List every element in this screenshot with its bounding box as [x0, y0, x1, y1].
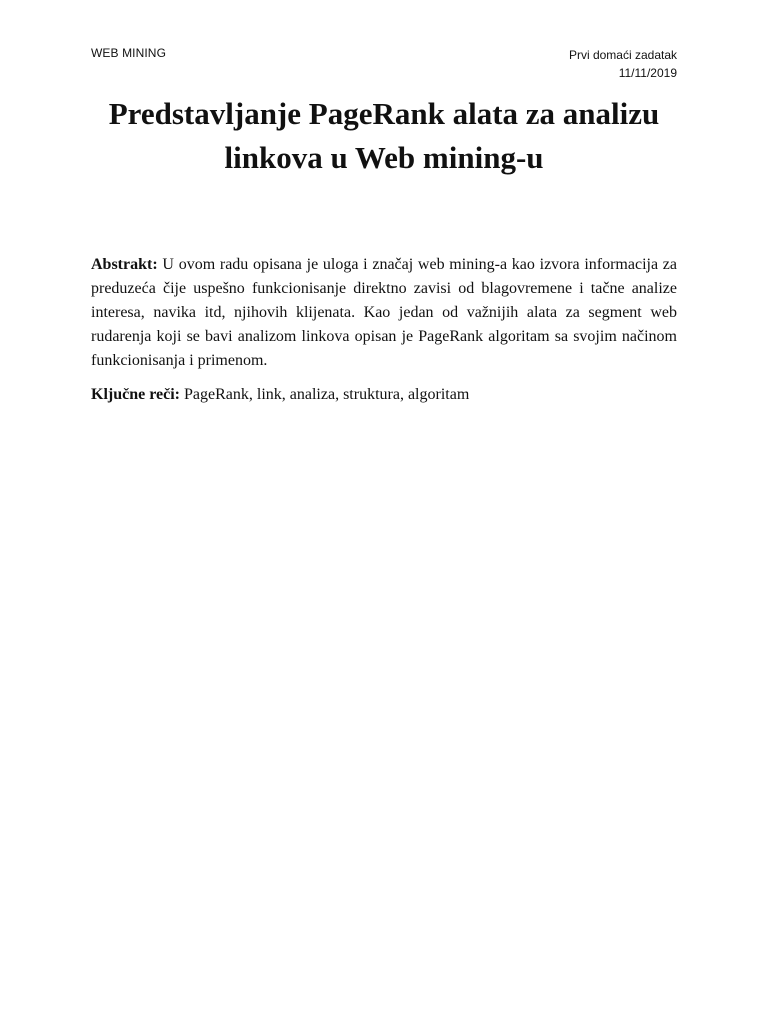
header-date: 11/11/2019	[618, 66, 677, 80]
header-assignment-title: Prvi domaći zadatak	[568, 48, 677, 62]
abstract-label: Abstrakt:	[91, 256, 158, 273]
header-course-name: WEB MINING	[91, 46, 166, 60]
abstract-paragraph	[91, 253, 677, 373]
abstract-text: U ovom radu opisana je uloga i značaj web mining-a kao izvora informacija za preduzeća čije uspešno funkcionisanje direktno zavisi od blagovremene i tačne analize interesa, navika itd, njihovih klijenata. Kao jedan od važnijih alata za segment web rudarenja koji se bavi analizom linkova opisan je PageRank algoritam sa svojim načinom funkcionisanja i primenom.	[91, 256, 678, 369]
page-title: Predstavljanje PageRank alata za analizu linkova u Web mining-u	[108, 96, 660, 175]
keywords-text: PageRank, link, analiza, struktura, algoritam	[184, 386, 470, 403]
header-assignment-info	[569, 46, 677, 82]
keywords-label: Ključne reči:	[91, 386, 181, 403]
keywords-paragraph	[91, 383, 677, 407]
